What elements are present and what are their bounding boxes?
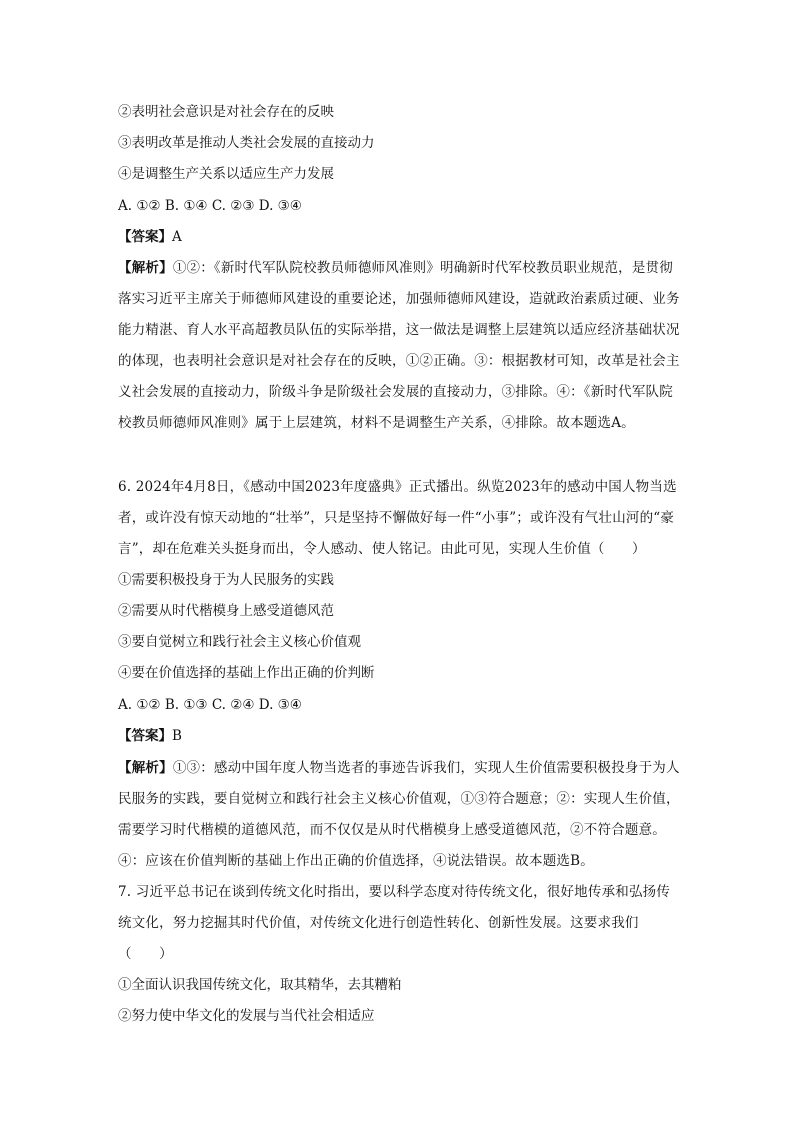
q5-answer — [118, 227, 678, 247]
q6-stem: 6. 2024年4月8日，《感动中国2023年度盛典》正式播出。纵览2023年的感动中国人物当选者，或许没有惊天动地的“壮举”，只是坚持不懈做好每一件“小事”；或许没有气壮山河的“豪言”，却在危难关头挺身而出，令人感动、使人铭记。由此可见，实现人生价值（ ） — [118, 479, 677, 557]
q5-option-3: ③表明改革是推动人类社会发展的直接动力 — [118, 135, 375, 151]
q5-analysis — [118, 253, 680, 439]
q6-choices: A. ①② B. ①③ C. ②④ D. ③④ — [118, 697, 302, 713]
answer-value: A — [172, 229, 182, 245]
q6-option-1: ①需要积极投身于为人民服务的实践 — [118, 572, 334, 588]
q5-choices: A. ①② B. ①④ C. ②③ D. ③④ — [118, 198, 302, 214]
analysis-text: ①③：感动中国年度人物当选者的事迹告诉我们，实现人生价值需要积极投身于为人民服务的实践，要自觉树立和践行社会主义核心价值观，①③符合题意；②：实现人生价值，需要学习时代楷模的道德风范，而不仅仅是从时代楷模身上感受道德风范，②不符合题意。④：应该在价值判断的基础上作出正确的价值选择，④说法错误。故本题选B。 — [118, 760, 680, 869]
q5-option-2: ②表明社会意识是对社会存在的反映 — [118, 104, 334, 120]
q7-option-2: ②努力使中华文化的发展与当代社会相适应 — [118, 1008, 375, 1024]
q6-option-2: ②需要从时代楷模身上感受道德风范 — [118, 603, 334, 619]
q6-answer — [118, 726, 678, 746]
analysis-label: 【解析】 — [118, 260, 173, 276]
q6-analysis — [118, 753, 680, 877]
analysis-label: 【解析】 — [118, 760, 173, 776]
q7-option-1: ①全面认识我国传统文化，取其精华，去其糟粕 — [118, 977, 402, 993]
q6-option-4: ④要在价值选择的基础上作出正确的价判断 — [118, 665, 375, 681]
answer-value: B — [172, 728, 182, 744]
q7-stem: 7. 习近平总书记在谈到传统文化时指出，要以科学态度对待传统文化，很好地传承和弘扬传统文化，努力挖掘其时代价值，对传统文化进行创造性转化、创新性发展。这要求我们（ ） — [118, 884, 671, 962]
q6-option-3: ③要自觉树立和践行社会主义核心价值观 — [118, 634, 361, 650]
q5-option-4: ④是调整生产关系以适应生产力发展 — [118, 166, 334, 182]
analysis-text: ①②：《新时代军队院校教员师德师风准则》明确新时代军校教员职业规范，是贯彻落实习近平主席关于师德师风建设的重要论述，加强师德师风建设，造就政治素质过硬、业务能力精湛、育人水平高超教员队伍的实际举措，这一做法是调整上层建筑以适应经济基础状况的体现，也表明社会意识是对社会存在的反映，①②正确。③：根据教材可知，改革是社会主义社会发展的直接动力，阶级斗争是阶级社会发展的直接动力，③排除。④：《新时代军队院校教员师德师风准则》属于上层建筑，材料不是调整生产关系，④排除。故本题选A。 — [118, 260, 680, 431]
answer-label: 【答案】 — [118, 229, 172, 245]
answer-label: 【答案】 — [118, 728, 172, 744]
